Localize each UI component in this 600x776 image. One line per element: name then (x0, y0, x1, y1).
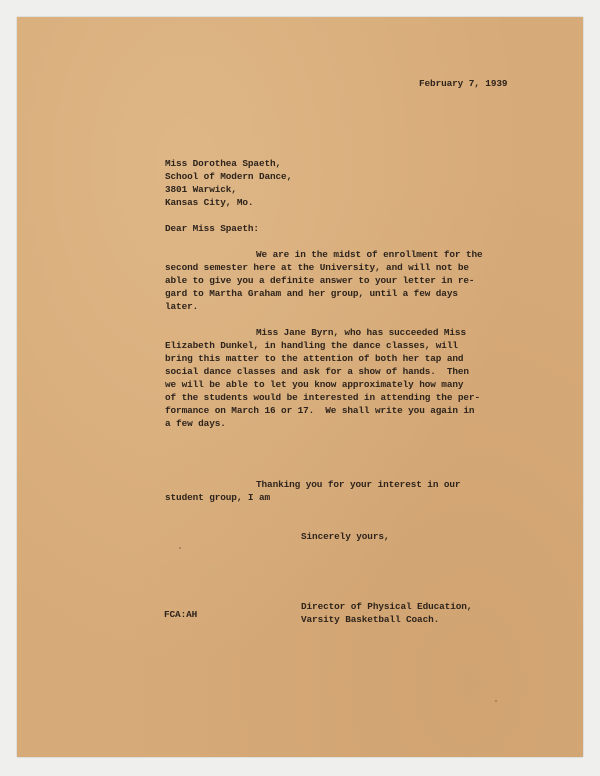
paragraph-line: We are in the midst of enrollment for the (256, 249, 483, 260)
paragraph-line: of the students would be interested in attending the per- (165, 392, 480, 403)
paragraph-line: we will be able to let you know approximately how many (165, 379, 464, 390)
paragraph-line: Miss Jane Byrn, who has succeeded Miss (256, 327, 466, 338)
paragraph-line: second semester here at the University, and will not be (165, 262, 469, 273)
recipient-street: 3801 Warwick, (165, 184, 237, 195)
recipient-organization: School of Modern Dance, (165, 171, 293, 182)
paragraph-line: later. (165, 301, 199, 312)
recipient-city: Kansas City, Mo. (165, 197, 254, 208)
paper-speck (179, 547, 181, 549)
paragraph-line: bring this matter to the attention of both her tap and (165, 353, 464, 364)
paragraph-line: able to give you a definite answer to your letter in re- (165, 275, 475, 286)
paragraph-line: student group, I am (165, 492, 270, 503)
paragraph-line: gard to Martha Graham and her group, until a few days (165, 288, 458, 299)
recipient-name: Miss Dorothea Spaeth, (165, 158, 282, 169)
typist-initials: FCA:AH (164, 609, 198, 620)
paragraph-line: formance on March 16 or 17. We shall write you again in (165, 405, 475, 416)
signature-title-line: Varsity Basketball Coach. (301, 614, 440, 625)
letter-date: February 7, 1939 (419, 78, 508, 89)
paper-speck (495, 700, 497, 702)
paragraph-line: a few days. (165, 418, 226, 429)
salutation: Dear Miss Spaeth: (165, 223, 259, 234)
letter-page (17, 17, 583, 757)
closing: Sincerely yours, (301, 531, 390, 542)
signature-title-line: Director of Physical Education, (301, 601, 473, 612)
paragraph-line: social dance classes and ask for a show of hands. Then (165, 366, 469, 377)
paragraph-line: Elizabeth Dunkel, in handling the dance classes, will (165, 340, 458, 351)
paragraph-line: Thanking you for your interest in our (256, 479, 461, 490)
